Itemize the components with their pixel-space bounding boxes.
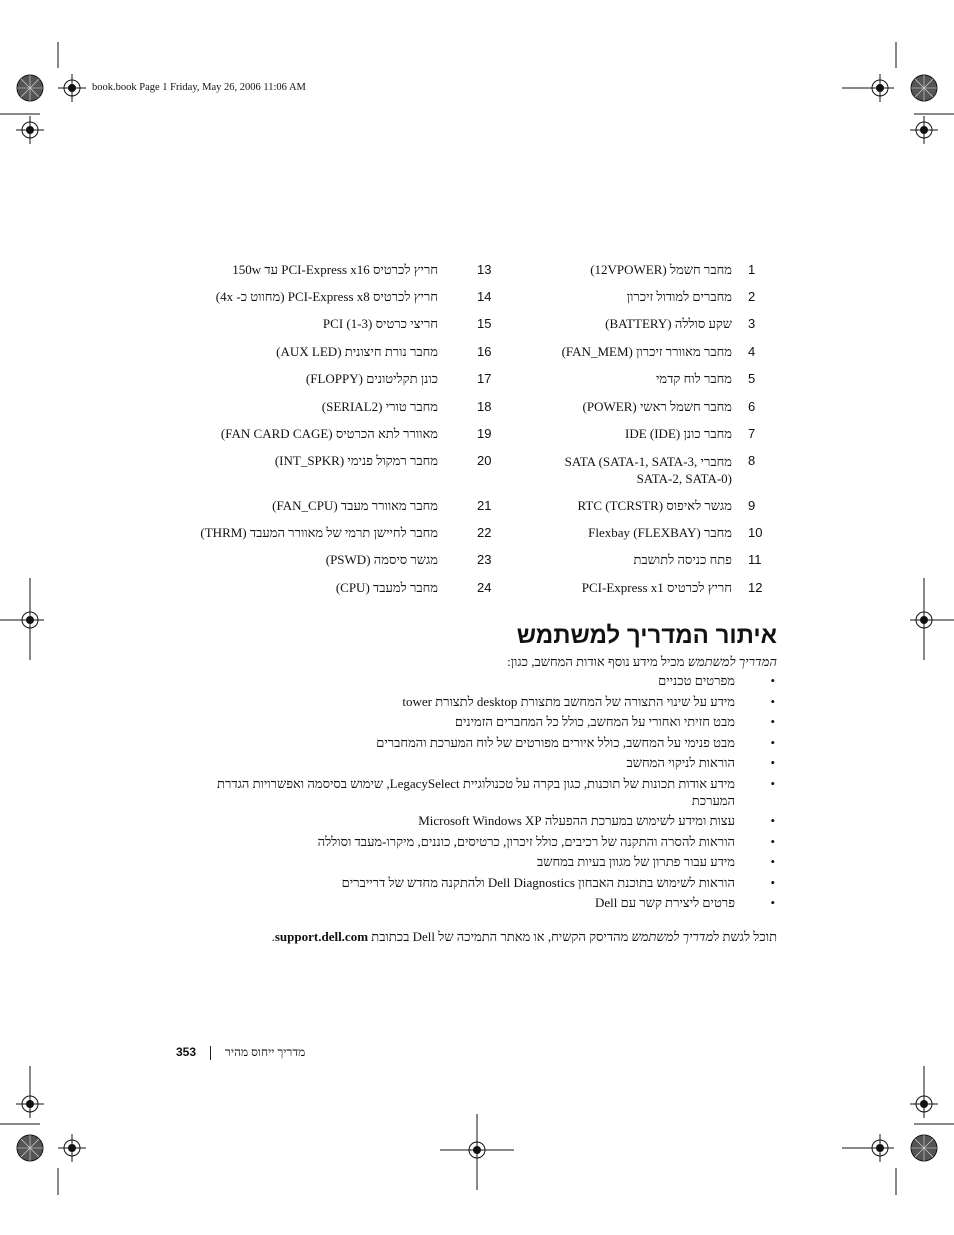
list-item-text: מבט חזיתי ואחורי על המחשב, כולל כל המחברים הזמינים (454, 714, 735, 729)
intro-italic: המדריך למשתמש (687, 654, 777, 669)
connector-number: 12 (748, 580, 763, 595)
footer-prefix: תוכל לגשת ל (713, 929, 777, 944)
star-target-icon (17, 1135, 43, 1161)
connector-row (0, 426, 954, 448)
bullet-icon: • (770, 895, 775, 910)
crosshair-icon (910, 116, 938, 144)
connector-number: 22 (477, 525, 492, 540)
intro-rest: מכיל מידע נוסף אודות המחשב, כגון: (507, 654, 688, 669)
footer-middle: מהדיסק הקשיח, או מאתר התמיכה של Dell בכתובת (368, 929, 632, 944)
bullet-icon: • (770, 714, 775, 729)
list-item (177, 713, 777, 730)
connector-number: 7 (748, 426, 756, 441)
list-item-text: מידע אודות תכונות של תוכנות, כגון בקרה על טכנולוגיית LegacySelect, שימוש בסיסמה ואפשרויות הגדרת המערכת (217, 775, 735, 808)
connector-number: 15 (477, 316, 492, 331)
connector-number: 14 (477, 289, 492, 304)
connector-number: 11 (748, 552, 762, 567)
section-title: איתור המדריך למשתמש (516, 622, 777, 649)
connector-number: 2 (748, 289, 756, 304)
star-target-icon (911, 75, 937, 101)
bullet-icon: • (770, 673, 775, 688)
list-item (177, 693, 777, 710)
list-item (177, 734, 777, 751)
connector-number: 13 (477, 262, 492, 277)
connector-label: שקע סוללה (BATTERY) (605, 316, 732, 331)
list-item-text: הוראות לניקוי המחשב (626, 755, 735, 770)
list-item-text: הוראות לשימוש בתוכנת האבחון Dell Diagnostics ולהתקנה מחדש של דרייברים (341, 874, 735, 890)
section-footer (272, 929, 777, 945)
list-item-text: מפרטים טכניים (658, 673, 735, 688)
connector-row (0, 316, 954, 338)
connector-number: 5 (748, 371, 756, 386)
guide-title: מדריך ייחוס מהיר (225, 1045, 306, 1059)
crosshair-icon (866, 1134, 894, 1162)
connector-label: מחבר רמקול פנימי (INT_SPKR) (274, 453, 438, 468)
connector-number: 17 (477, 371, 492, 386)
list-item (177, 672, 777, 689)
connector-label: מחבר חשמל (12VPOWER) (590, 262, 732, 277)
connector-label: מחבר נורת חיצונית (AUX LED) (276, 344, 438, 359)
connector-number: 23 (477, 552, 492, 567)
crosshair-icon (866, 74, 894, 102)
crosshair-icon (58, 74, 86, 102)
page-number: 353 (176, 1045, 197, 1059)
connector-label: חריץ לכרטיס PCI-Express x8 (מחווט כ- 4x) (215, 289, 438, 304)
connector-label: מחברים למודול זיכרון (626, 289, 732, 304)
section-intro (507, 654, 777, 670)
connector-label: מחבר מאוורר מעבד (FAN_CPU) (272, 498, 438, 513)
connector-row (0, 498, 954, 520)
connector-row (0, 525, 954, 547)
footer-italic: מדריך למשתמש (631, 929, 714, 944)
connector-row (0, 580, 954, 602)
star-target-icon (911, 1135, 937, 1161)
print-header: book.book Page 1 Friday, May 26, 2006 11:06 AM (92, 82, 306, 93)
list-item-text: מבט פנימי על המחשב, כולל איורים מפורטים של לוח המערכת והמחברים (376, 734, 735, 750)
connector-label: מחבר כונן IDE (IDE) (624, 426, 732, 441)
connector-row (0, 289, 954, 311)
connector-row (0, 399, 954, 421)
connector-row (0, 552, 954, 574)
connector-label: מחבר מאוורר זיכרון (FAN_MEM) (561, 344, 732, 359)
connector-number: 4 (748, 344, 756, 359)
connector-number: 8 (748, 453, 756, 468)
bullet-icon: • (770, 775, 775, 791)
crosshair-icon (16, 116, 44, 144)
connector-label: מגשר לאיפוס RTC (TCRSTR) (577, 498, 732, 513)
support-url-link[interactable]: support.dell.com (274, 929, 369, 944)
list-item-text: עצות ומידע לשימוש במערכת ההפעלה Microsoft Windows XP (418, 813, 735, 828)
bullet-icon: • (770, 874, 775, 890)
footer-end: . (271, 929, 275, 944)
connector-label: מחבר למעבד (CPU) (335, 580, 438, 595)
connector-number: 18 (477, 399, 492, 414)
connector-label: מחבר Flexbay (FLEXBAY) (588, 525, 732, 540)
list-item (177, 874, 777, 891)
bullet-icon: • (770, 693, 775, 709)
bullet-icon: • (770, 755, 775, 770)
connector-number: 9 (748, 498, 756, 513)
connector-number: 6 (748, 399, 756, 414)
connector-label: מחברי SATA (SATA-1, SATA-3, SATA-2, SATA-0) (564, 454, 732, 486)
connector-number: 10 (748, 525, 763, 540)
crosshair-icon (58, 1134, 86, 1162)
list-item-text: מידע על שינוי התצורה של המחשב מתצורת desktop לתצורת tower (402, 693, 735, 709)
connector-number: 24 (477, 580, 492, 595)
connector-number: 21 (477, 498, 492, 513)
crosshair-icon (910, 1090, 938, 1118)
bullet-icon: • (770, 854, 775, 869)
connector-number: 3 (748, 316, 756, 331)
connector-number: 19 (477, 426, 492, 441)
connector-label: כונן תקליטונים (FLOPPY) (305, 371, 438, 386)
connector-label: מאוורר לתא הכרטיס (FAN CARD CAGE) (220, 426, 438, 441)
connector-label: מחבר טורי (SERIAL2) (321, 399, 438, 414)
connector-label: חריץ לכרטיס PCI-Express x16 עד 150w (232, 262, 438, 277)
connector-row (0, 262, 954, 284)
connector-row (0, 453, 954, 475)
crosshair-icon (16, 1090, 44, 1118)
list-item (177, 833, 777, 850)
list-item-text: פרטים ליצירת קשר עם Dell (595, 895, 735, 910)
list-item-text: הוראות להסרה והתקנה של רכיבים, כולל זיכרון, כרטיסים, כוננים, מיקרו-מעבד וסוללה (317, 833, 735, 849)
list-item (177, 812, 777, 829)
bullet-icon: • (770, 813, 775, 828)
list-item (177, 853, 777, 870)
bullet-icon: • (770, 833, 775, 849)
connector-number: 20 (477, 453, 492, 468)
connector-row (0, 344, 954, 366)
star-target-icon (17, 75, 43, 101)
connector-label: מחבר לוח קדמי (656, 371, 732, 386)
connector-label: מגשר סיסמה (PSWD) (325, 552, 438, 567)
connector-label: פתח כניסה לתושבת (633, 552, 732, 567)
connector-label: מחבר חשמל ראשי (POWER) (582, 399, 732, 414)
connector-label: חריץ לכרטיס PCI-Express x1 (581, 580, 732, 595)
feature-list (177, 672, 777, 911)
list-item (177, 754, 777, 771)
connector-label: חריצי כרטיס PCI (1-3) (322, 316, 438, 331)
list-item (177, 775, 777, 809)
connector-label: מחבר לחיישן תרמי של מאוורר המעבד (THRM) (200, 525, 438, 540)
connector-number: 1 (748, 262, 756, 277)
connector-row (0, 371, 954, 393)
page-footer (176, 1045, 305, 1060)
list-item-text: מידע עבור פתרון של מגוון בעיות במחשב (537, 854, 735, 869)
bullet-icon: • (770, 734, 775, 750)
footer-divider (210, 1046, 211, 1060)
list-item (177, 894, 777, 911)
connector-number: 16 (477, 344, 492, 359)
